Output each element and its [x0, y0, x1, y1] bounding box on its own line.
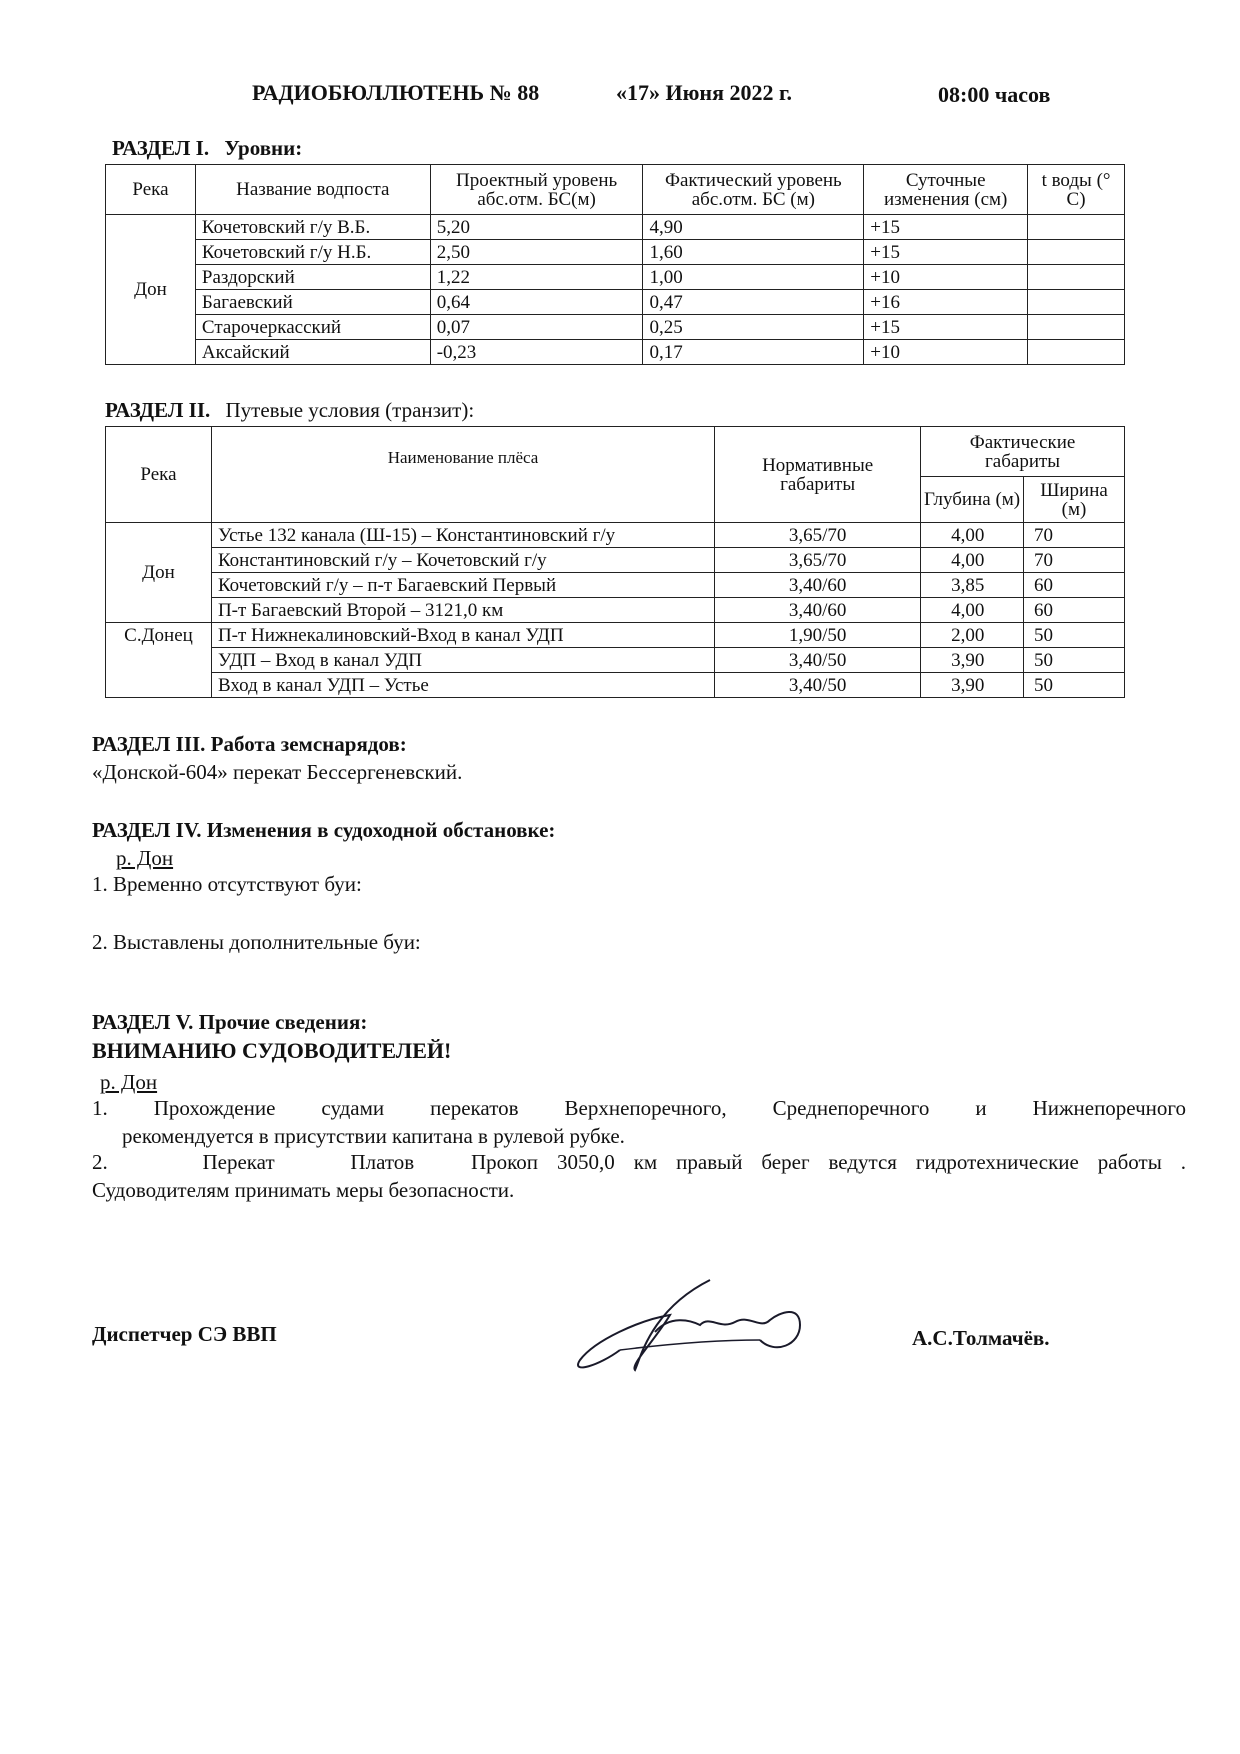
col-daily-change: Суточные изменения (см) — [864, 165, 1028, 215]
table-row — [106, 340, 1125, 365]
station-name: Аксайский — [195, 340, 430, 365]
normative-value: 1,90/50 — [715, 623, 921, 648]
table-row — [106, 240, 1125, 265]
bulletin-title: РАДИОБЮЛЛЮТЕНЬ № 88 — [252, 80, 540, 105]
section4-item-2: 2. Выставлены дополнительные буи: — [92, 930, 421, 954]
actual-level: 4,90 — [643, 215, 864, 240]
col-depth: Глубина (м) — [921, 477, 1024, 523]
dispatcher-name: А.С.Толмачёв. — [912, 1326, 1050, 1350]
depth-value: 3,90 — [921, 673, 1024, 698]
col-river: Река — [106, 165, 196, 215]
attention-heading: ВНИМАНИЮ СУДОВОДИТЕЛЕЙ! — [92, 1038, 452, 1063]
section5-item-2-line-2: Судоводителям принимать меры безопасности. — [92, 1178, 515, 1202]
daily-change: +15 — [864, 240, 1028, 265]
actual-level: 0,17 — [643, 340, 864, 365]
depth-value: 2,00 — [921, 623, 1024, 648]
station-name: Старочеркасский — [195, 315, 430, 340]
col-station: Название водпоста — [195, 165, 430, 215]
project-level: 5,20 — [430, 215, 643, 240]
depth-value: 4,00 — [921, 598, 1024, 623]
section3-text: «Донской-604» перекат Бессергеневский. — [92, 760, 463, 784]
project-level: 2,50 — [430, 240, 643, 265]
width-value: 70 — [1024, 548, 1125, 573]
section1-num: РАЗДЕЛ I. — [112, 136, 210, 160]
project-level: -0,23 — [430, 340, 643, 365]
section2-num: РАЗДЕЛ II. — [105, 398, 211, 422]
width-value: 50 — [1024, 648, 1125, 673]
section5-title: РАЗДЕЛ V. Прочие сведения: — [92, 1010, 368, 1034]
normative-value: 3,40/60 — [715, 573, 921, 598]
actual-level: 1,60 — [643, 240, 864, 265]
station-name: Кочетовский г/у Н.Б. — [195, 240, 430, 265]
normative-value: 3,40/50 — [715, 648, 921, 673]
section1-title — [112, 136, 302, 161]
project-level: 0,07 — [430, 315, 643, 340]
section5-item-1-line-1: 1. Прохождение судами перекатов Верхнепоречного, Среднепоречного и Нижнепоречного — [92, 1096, 1186, 1120]
water-temp — [1028, 240, 1125, 265]
reach-name: Кочетовский г/у – п-т Багаевский Первый — [211, 573, 714, 598]
normative-value: 3,65/70 — [715, 548, 921, 573]
section3-title: РАЗДЕЛ III. Работа земснарядов: — [92, 732, 407, 756]
table-row — [106, 673, 1125, 698]
actual-level: 0,47 — [643, 290, 864, 315]
bulletin-date: «17» Июня 2022 г. — [616, 80, 793, 105]
section5-river: р. Дон — [100, 1070, 158, 1094]
actual-level: 1,00 — [643, 265, 864, 290]
reach-name: П-т Нижнекалиновский-Вход в канал УДП — [211, 623, 714, 648]
station-name: Раздорский — [195, 265, 430, 290]
section4-title: РАЗДЕЛ IV. Изменения в судоходной обстановке: — [92, 818, 556, 842]
route-conditions-table — [105, 426, 1125, 698]
dispatcher-position: Диспетчер СЭ ВВП — [92, 1322, 277, 1346]
section5-item-1-line-2: рекомендуется в присутствии капитана в рулевой рубке. — [122, 1124, 625, 1148]
bulletin-time: 08:00 часов — [938, 82, 1051, 107]
table-row — [106, 315, 1125, 340]
river-cell: Дон — [106, 215, 196, 365]
reach-name: Вход в канал УДП – Устье — [211, 673, 714, 698]
table-row — [106, 573, 1125, 598]
table-row — [106, 623, 1125, 648]
col-project-level: Проектный уровень абс.отм. БС(м) — [430, 165, 643, 215]
table-row — [106, 265, 1125, 290]
section2-text: Путевые условия (транзит): — [225, 398, 475, 422]
width-value: 60 — [1024, 598, 1125, 623]
river-cell: С.Донец — [106, 623, 212, 698]
reach-name: Устье 132 канала (Ш-15) – Константиновский г/у — [211, 523, 714, 548]
daily-change: +15 — [864, 215, 1028, 240]
water-temp — [1028, 290, 1125, 315]
handwritten-signature — [560, 1270, 820, 1390]
depth-value: 3,85 — [921, 573, 1024, 598]
reach-name: Константиновский г/у – Кочетовский г/у — [211, 548, 714, 573]
water-temp — [1028, 315, 1125, 340]
depth-value: 3,90 — [921, 648, 1024, 673]
table-row — [106, 598, 1125, 623]
table-row — [106, 523, 1125, 548]
station-name: Багаевский — [195, 290, 430, 315]
depth-value: 4,00 — [921, 548, 1024, 573]
normative-value: 3,40/60 — [715, 598, 921, 623]
col-width: Ширина (м) — [1024, 477, 1125, 523]
daily-change: +10 — [864, 265, 1028, 290]
col-actual: Фактические габариты — [921, 427, 1125, 477]
reach-name: УДП – Вход в канал УДП — [211, 648, 714, 673]
col-actual-level: Фактический уровень абс.отм. БС (м) — [643, 165, 864, 215]
table-row — [106, 290, 1125, 315]
daily-change: +15 — [864, 315, 1028, 340]
daily-change: +16 — [864, 290, 1028, 315]
col-reach: Наименование плёса — [211, 427, 714, 523]
col-normative: Нормативные габариты — [715, 427, 921, 523]
normative-value: 3,40/50 — [715, 673, 921, 698]
width-value: 60 — [1024, 573, 1125, 598]
water-temp — [1028, 340, 1125, 365]
width-value: 50 — [1024, 623, 1125, 648]
station-name: Кочетовский г/у В.Б. — [195, 215, 430, 240]
normative-value: 3,65/70 — [715, 523, 921, 548]
section5-item-2-line-1: 2. Перекат Платов Прокоп 3050,0 км правый берег ведутся гидротехнические работы . — [92, 1150, 1186, 1174]
section2-title — [105, 398, 474, 423]
project-level: 1,22 — [430, 265, 643, 290]
section1-text: Уровни: — [224, 136, 303, 160]
actual-level: 0,25 — [643, 315, 864, 340]
water-temp — [1028, 265, 1125, 290]
reach-name: П-т Багаевский Второй – 3121,0 км — [211, 598, 714, 623]
water-temp — [1028, 215, 1125, 240]
section4-item-1: 1. Временно отсутствуют буи: — [92, 872, 362, 896]
width-value: 50 — [1024, 673, 1125, 698]
table-row — [106, 648, 1125, 673]
col-water-temp: t воды (° С) — [1028, 165, 1125, 215]
table-row — [106, 548, 1125, 573]
section4-river: р. Дон — [116, 846, 174, 870]
daily-change: +10 — [864, 340, 1028, 365]
levels-table — [105, 164, 1125, 365]
col-river: Река — [106, 427, 212, 523]
width-value: 70 — [1024, 523, 1125, 548]
river-cell: Дон — [106, 523, 212, 623]
project-level: 0,64 — [430, 290, 643, 315]
table-row — [106, 215, 1125, 240]
depth-value: 4,00 — [921, 523, 1024, 548]
